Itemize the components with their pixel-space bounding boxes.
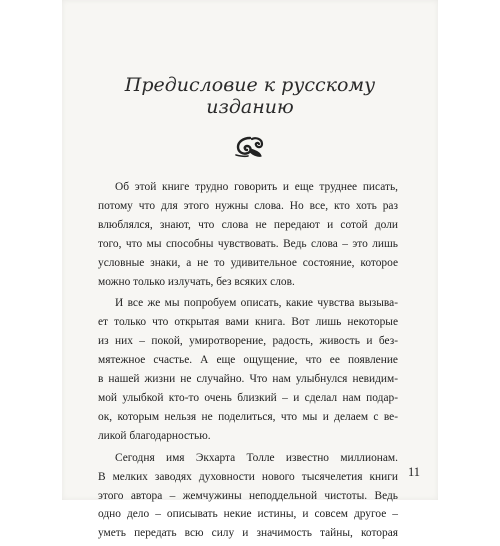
- text-line: условные знаки, а не то удивительное состояние, которое: [98, 256, 398, 269]
- book-page: [62, 0, 438, 540]
- text-line: можно только излучать, без всяких слов.: [98, 275, 295, 288]
- text-line: ок, которым нельзя не поделиться, что мы и делаем с ве-: [98, 410, 398, 423]
- paragraph-3: [98, 449, 398, 544]
- text-line: в нашей жизни не случайно. Что нам улыбнулся невидим-: [98, 373, 398, 386]
- chapter-heading: [62, 74, 438, 118]
- text-line: И все же мы попробуем описать, какие чувства вызыва-: [115, 297, 398, 310]
- text-line: мятежное счастье. А еще ощущение, что ее появление: [98, 354, 398, 367]
- text-line: одно дело – описывать некие истины, и совсем другое –: [98, 508, 398, 521]
- paragraph-2: [98, 294, 398, 445]
- chapter-heading-line-2: изданию: [206, 96, 294, 118]
- text-line: ет только что открытая вами книга. Вот лишь некоторые: [98, 316, 398, 329]
- fleuron-ornament-icon: [230, 135, 270, 159]
- text-line: этого автора – жемчужины неподдельной чистоты. Ведь: [98, 489, 398, 502]
- text-line: Об этой книге трудно говорить и еще труднее писать,: [115, 181, 398, 193]
- chapter-heading-line-1: Предисловие к русскому: [124, 74, 376, 96]
- text-line: уметь передать всю силу и значимость тайны, которая: [98, 527, 398, 540]
- text-line: влюблялся, знают, что слова не передают и сотой доли: [98, 218, 398, 231]
- text-line: Сегодня имя Экхарта Толле известно миллионам.: [115, 451, 398, 464]
- text-line: мой улыбкой кто-то очень близкий – и сделал нам подар-: [98, 391, 398, 404]
- text-line: ликой благодарностью.: [98, 429, 211, 442]
- text-line: В мелких заводях духовности нового тысячелетия книги: [98, 470, 398, 483]
- page-number: 11: [408, 465, 421, 479]
- text-line: потому что для этого нужны слова. Но все, кто хоть раз: [98, 199, 398, 212]
- body-text: [98, 178, 398, 546]
- text-line: из них – покой, умиротворение, радость, живость и без-: [98, 335, 398, 348]
- paragraph-1: [98, 178, 398, 291]
- text-line: того, что мы способны чувствовать. Ведь слова – это лишь: [98, 237, 398, 250]
